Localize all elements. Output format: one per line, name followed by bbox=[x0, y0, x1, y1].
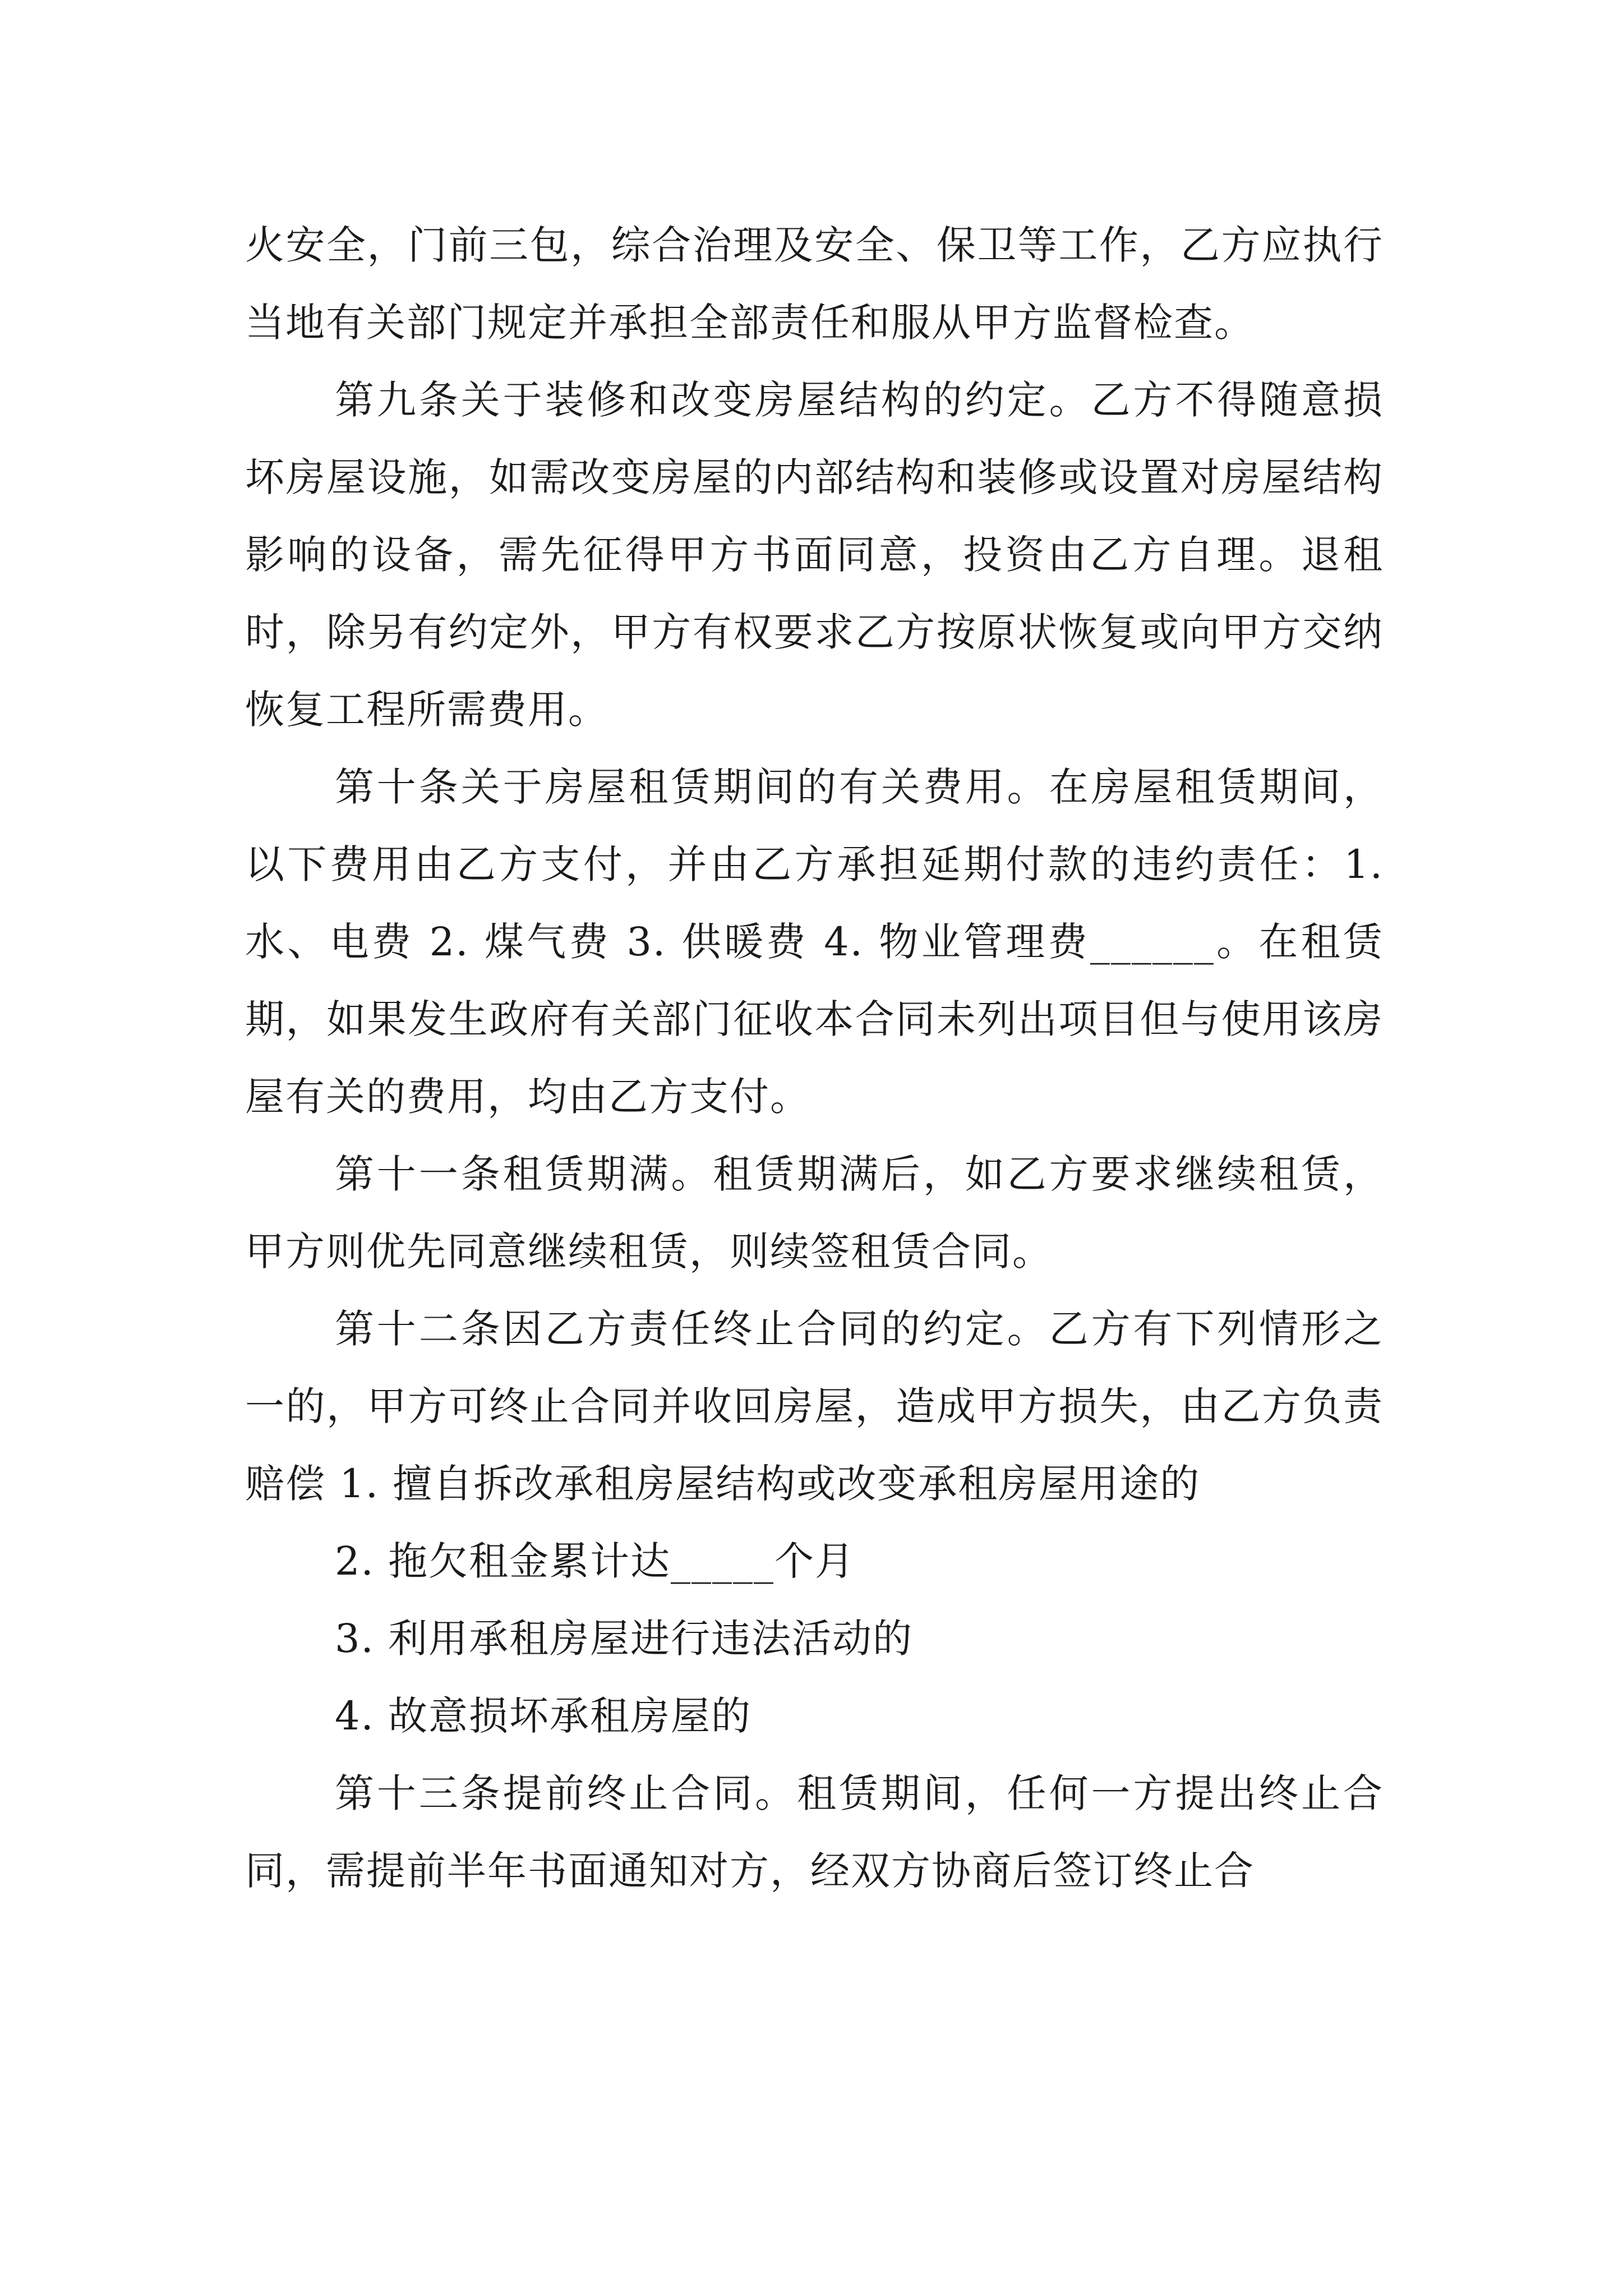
document-body bbox=[245, 206, 1384, 1910]
paragraph-article-13: 第十三条提前终止合同。租赁期间，任何一方提出终止合同，需提前半年书面通知对方，经双方协商后签订终止合 bbox=[245, 1770, 1384, 1894]
list-item-illegal-activity: 3. 利用承租房屋进行违法活动的 bbox=[335, 1616, 914, 1662]
paragraph-fire-safety-continued: 火安全，门前三包，综合治理及安全、保卫等工作，乙方应执行当地有关部门规定并承担全部责任和服从甲方监督检查。 bbox=[245, 222, 1384, 346]
paragraph-article-11: 第十一条租赁期满。租赁期满后，如乙方要求继续租赁，甲方则优先同意继续租赁，则续签租赁合同。 bbox=[245, 1151, 1384, 1274]
list-item-rent-arrears: 2. 拖欠租金累计达_____个月 bbox=[335, 1538, 856, 1584]
paragraph-article-9: 第九条关于装修和改变房屋结构的约定。乙方不得随意损坏房屋设施，如需改变房屋的内部结构和装修或设置对房屋结构影响的设备，需先征得甲方书面同意，投资由乙方自理。退租时，除另有约定外，甲方有权要求乙方按原状恢复或向甲方交纳恢复工程所需费用。 bbox=[245, 377, 1384, 733]
paragraph-article-12: 第十二条因乙方责任终止合同的约定。乙方有下列情形之一的，甲方可终止合同并收回房屋，造成甲方损失，由乙方负责赔偿 1. 擅自拆改承租房屋结构或改变承租房屋用途的 bbox=[245, 1306, 1384, 1507]
paragraph-article-10: 第十条关于房屋租赁期间的有关费用。在房屋租赁期间，以下费用由乙方支付，并由乙方承担延期付款的违约责任：1. 水、电费 2. 煤气费 3. 供暖费 4. 物业管理费______。在租赁期，如果发生政府有关部门征收本合同未列出项目但与使用该房屋有关的费用，均由乙方支付。 bbox=[245, 764, 1384, 1120]
list-item-intentional-damage: 4. 故意损坏承租房屋的 bbox=[335, 1693, 752, 1739]
